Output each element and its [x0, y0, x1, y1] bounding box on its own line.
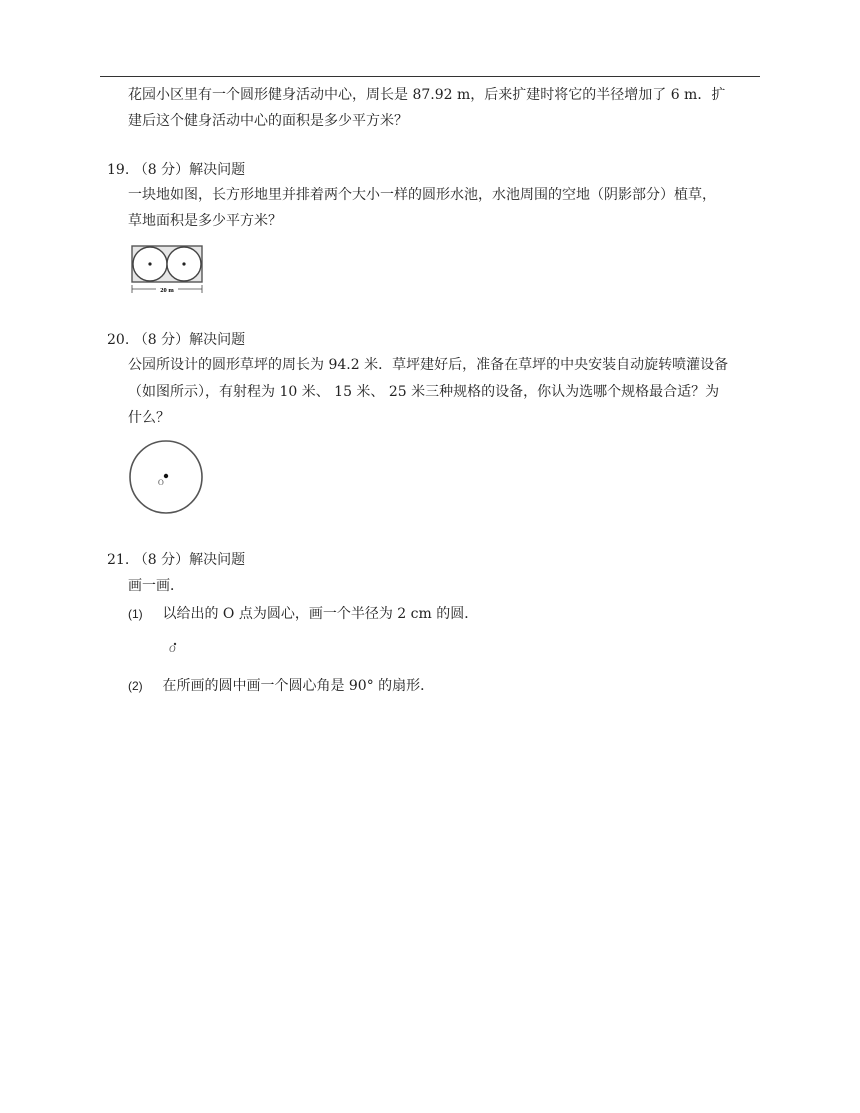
- q21-sub-1: [128, 604, 478, 624]
- center-label: O: [158, 478, 164, 487]
- sub-1-text: 以给出的 O 点为圆心，画一个半径为 2 cm 的圆．: [162, 606, 479, 622]
- center-dot-right: [182, 262, 185, 265]
- q21-intro: 画一画．: [128, 578, 184, 594]
- sub-2-tag: (2): [128, 679, 143, 693]
- q21-sub-2: [128, 676, 434, 696]
- q19-line-1: 一块地如图，长方形地里并排着两个大小一样的圆形水池，水池周围的空地（阴影部分）植草，: [128, 187, 716, 203]
- q19-header: 19. （8 分）解决问题: [107, 162, 246, 178]
- dimension-label: 20 m: [160, 287, 174, 294]
- q20-header: 20. （8 分）解决问题: [107, 332, 246, 348]
- header-rule: [100, 76, 760, 77]
- lawn-circle-figure: [126, 436, 206, 516]
- q20-line-1: 公园所设计的圆形草坪的周长为 94.2 米．草坪建好后，准备在草坪的中央安装自动旋转喷灌设备: [128, 357, 729, 373]
- sprinkler-center-dot: [164, 474, 168, 478]
- two-circles-figure: [128, 243, 206, 298]
- q20-line-3: 什么？: [128, 410, 170, 426]
- point-o-figure: [166, 640, 182, 654]
- center-dot-left: [148, 262, 151, 265]
- intro-line-2: 建后这个健身活动中心的面积是多少平方米？: [128, 113, 408, 129]
- intro-line-1: 花园小区里有一个圆形健身活动中心，周长是 87.92 m，后来扩建时将它的半径增加了 6 m．扩: [128, 87, 726, 103]
- q20-line-2: （如图所示），有射程为 10 米、 15 米、 25 米三种规格的设备，你认为选哪个规格最合适？为: [128, 384, 720, 400]
- q19-line-2: 草地面积是多少平方米？: [128, 213, 282, 229]
- point-o-label: O: [169, 644, 176, 654]
- sub-1-tag: (1): [128, 607, 143, 621]
- sub-2-text: 在所画的圆中画一个圆心角是 90° 的扇形．: [162, 678, 435, 694]
- q21-header: 21. （8 分）解决问题: [107, 552, 246, 568]
